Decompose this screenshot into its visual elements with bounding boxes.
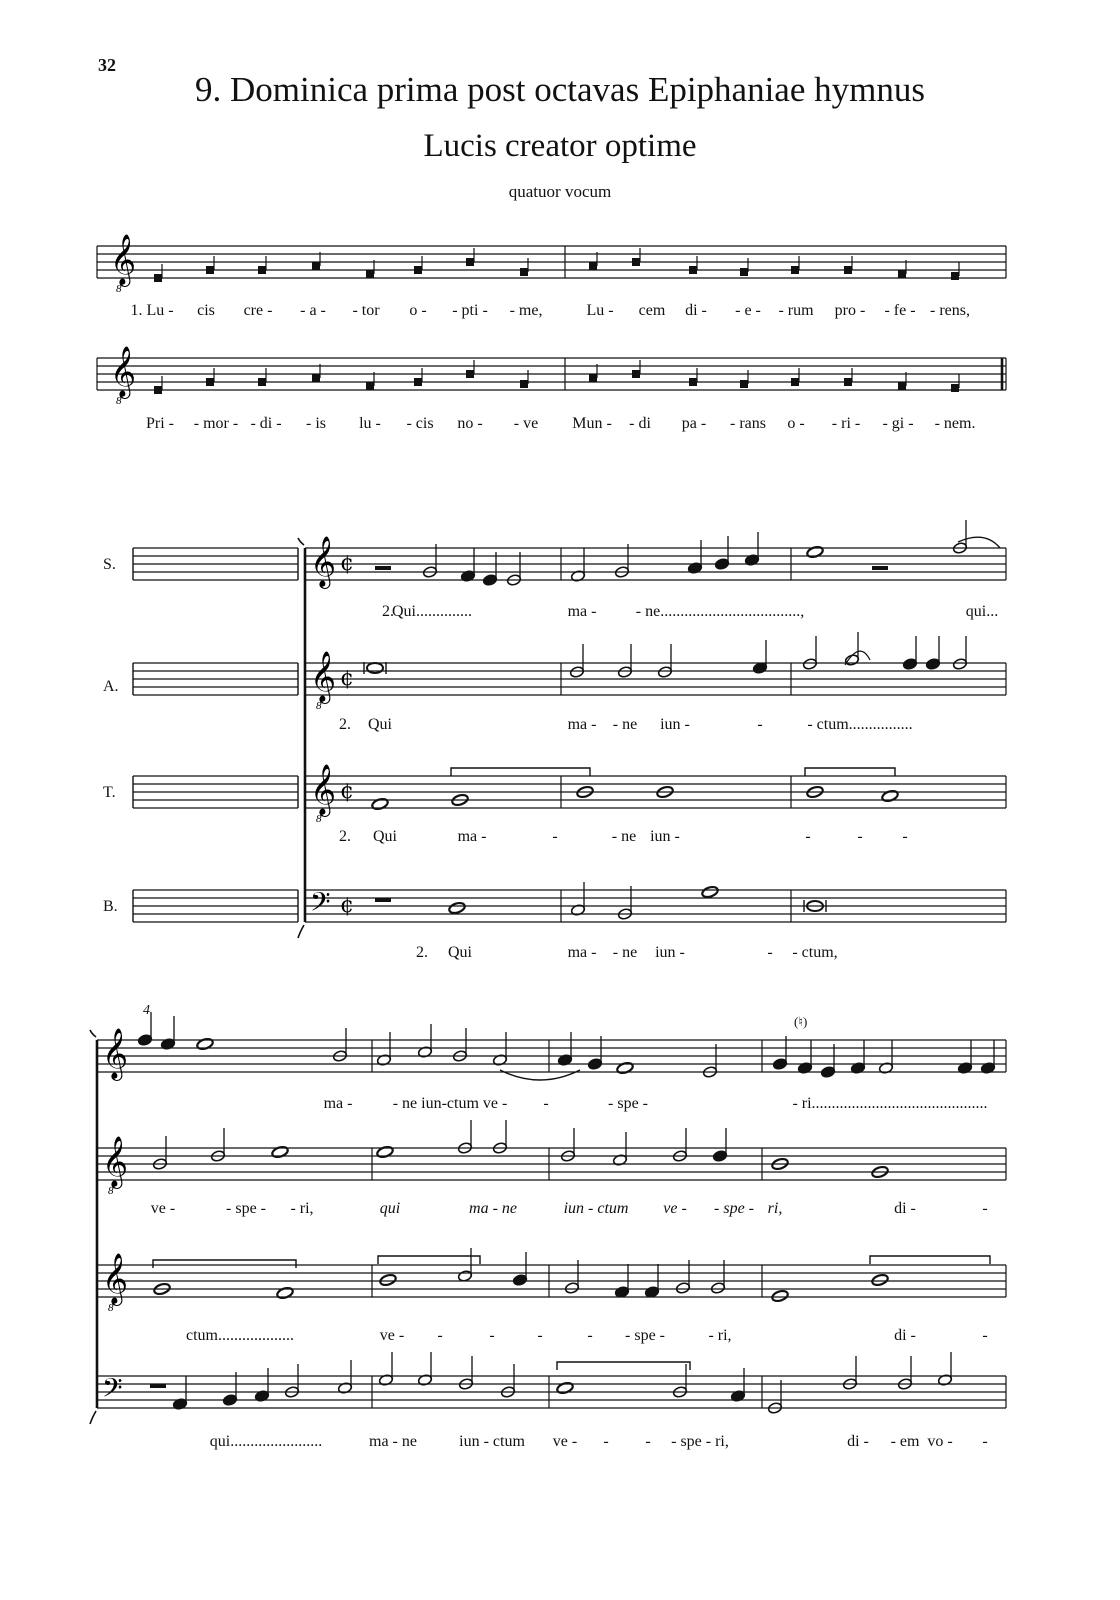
bass-lyric: - (603, 1433, 609, 1450)
treble-clef-icon: 𝄞 (110, 346, 137, 397)
chant-note (312, 262, 320, 270)
chant-lyric: pa - (681, 415, 707, 432)
chant-lyric: - rans (730, 415, 766, 432)
chant-note (366, 270, 374, 278)
tenor-lyric: iun - (650, 828, 680, 845)
bracket-hook (298, 538, 304, 545)
alto-lyric: ma - (567, 716, 597, 733)
tenor-lyric: ve - (379, 1327, 405, 1344)
chant-note (740, 268, 748, 276)
quarter-note (712, 1150, 727, 1163)
soprano-lyric: 2. (382, 603, 394, 620)
page-number: 32 (98, 55, 116, 75)
soprano-lyric: Qui.............. (392, 603, 472, 620)
chant-lyric: - me, (509, 302, 543, 319)
chant-note (466, 370, 474, 378)
half-note (952, 658, 967, 671)
chant-lyric: - mor - (193, 415, 239, 432)
tenor-lyric: - (805, 828, 811, 845)
treble-clef-icon: 𝄞 (102, 1028, 129, 1079)
quarter-note (587, 1058, 602, 1071)
alto-lyric: iun - (660, 716, 690, 733)
alto-lyric: - spe - (714, 1200, 754, 1217)
cut-time-icon: ¢ (340, 779, 354, 804)
chant-note (689, 266, 697, 274)
tie (958, 537, 1000, 548)
chant-lyric: - is (306, 415, 326, 432)
ligature-bracket (557, 1362, 690, 1370)
chant-lyric: Pri - (146, 415, 174, 432)
octave-mark: 8 (116, 395, 122, 407)
chant-lyric: pro - (834, 302, 866, 319)
voice-label-alto: A. (103, 678, 119, 695)
bass-lyric: vo - (927, 1433, 953, 1450)
alto-lyric: - ne (612, 716, 638, 733)
chant-note (414, 266, 422, 274)
bracket-hook (90, 1030, 96, 1037)
chant-lyric: Lu - (586, 302, 614, 319)
chant-note (740, 380, 748, 388)
half-rest (375, 898, 391, 902)
voice-label-bass: B. (103, 898, 118, 915)
whole-note (881, 789, 899, 803)
chant-lyric: - ri - (831, 415, 861, 432)
alto-lyric: Qui (368, 716, 392, 733)
tenor-lyric: ma - (457, 828, 487, 845)
alto-lyric: ve - (150, 1200, 176, 1217)
chant-lyric: - rens, (930, 302, 970, 319)
tenor-lyric: - (982, 1327, 988, 1344)
chant-note (791, 266, 799, 274)
quarter-note (222, 1394, 237, 1407)
treble-clef-icon: 𝄞 (110, 234, 137, 285)
chant-lyric: lu - (359, 415, 381, 432)
bass-lyric: - ne (612, 944, 638, 961)
bass-lyric: - em (890, 1433, 920, 1450)
whole-note (379, 1273, 397, 1287)
alto-lyric: - (757, 716, 763, 733)
cut-time-icon: ¢ (340, 893, 354, 918)
half-note (617, 666, 632, 679)
cut-time-icon: ¢ (340, 666, 354, 691)
whole-note (271, 1145, 289, 1159)
tenor-lyric: - (902, 828, 908, 845)
half-note (569, 666, 584, 679)
chant-note (366, 382, 374, 390)
chant-lyric: - nem. (934, 415, 976, 432)
chant-note (466, 258, 474, 266)
hymn-subtitle: Lucis creator optime (423, 128, 697, 164)
tenor-lyric: - (857, 828, 863, 845)
tenor-lyric: - ri, (708, 1327, 732, 1344)
chant-note (520, 380, 528, 388)
whole-note (556, 1381, 574, 1395)
half-note (675, 1282, 690, 1295)
alto-lyric: 2. (339, 716, 351, 733)
alto-lyric: ri, (767, 1200, 783, 1217)
half-rest (150, 1384, 166, 1388)
bass-lyric: - (982, 1433, 988, 1450)
bass-lyric: ma - (567, 944, 597, 961)
chant-note (520, 268, 528, 276)
ligature-bracket (870, 1256, 990, 1264)
bass-lyric: Qui (448, 944, 472, 961)
bass-clef-icon: 𝄢 (102, 1372, 123, 1410)
octave-mark: 8 (316, 813, 322, 825)
chant-lyric: 1. Lu - (130, 302, 174, 319)
voice-label-soprano: S. (103, 556, 116, 573)
chant-note (951, 384, 959, 392)
quarter-note (714, 558, 729, 571)
alto-lyric: iun - ctum (563, 1200, 629, 1217)
bass-lyric: 2. (416, 944, 428, 961)
chant-lyric: - rum (778, 302, 814, 319)
quarter-note (137, 1034, 152, 1047)
chant-note (844, 378, 852, 386)
bass-lyric: di - (847, 1433, 869, 1450)
soprano-lyric: - ne..................................., (635, 603, 805, 620)
octave-mark: 8 (316, 700, 322, 712)
quarter-note (902, 658, 917, 671)
treble-clef-icon: 𝄞 (310, 764, 337, 815)
chant-lyric: - cis (406, 415, 434, 432)
chant-note (154, 274, 162, 282)
tenor-lyric: - ne (611, 828, 637, 845)
chant-note (632, 370, 640, 378)
whole-note (371, 797, 389, 811)
editorial-natural-mark: (♮) (794, 1014, 808, 1029)
bass-lyric: qui....................... (209, 1433, 323, 1450)
alto-lyric: - ctum................ (807, 716, 913, 733)
alto-lyric: - ri, (290, 1200, 314, 1217)
bracket-hook (90, 1411, 96, 1424)
chant-note (258, 378, 266, 386)
half-note (710, 1282, 725, 1295)
chant-note (898, 270, 906, 278)
alto-lyric: ve - (663, 1200, 687, 1217)
hymn-title: 9. Dominica prima post octavas Epiphaniae hymnus (195, 70, 925, 109)
voices-note: quatuor vocum (508, 182, 612, 201)
soprano-lyric: qui... (965, 603, 999, 620)
whole-note (806, 545, 824, 559)
bass-lyric: - (767, 944, 773, 961)
ligature-bracket (153, 1260, 296, 1268)
quarter-note (512, 1274, 527, 1287)
bracket-hook (298, 925, 304, 938)
quarter-note (925, 658, 940, 671)
tenor-lyric: - (489, 1327, 495, 1344)
chant-note (206, 266, 214, 274)
tenor-lyric: - (552, 828, 558, 845)
octave-mark: 8 (108, 1302, 114, 1314)
alto-lyric: di - (894, 1200, 916, 1217)
whole-note (771, 1289, 789, 1303)
bass-lyric: - (645, 1433, 651, 1450)
quarter-note (772, 1058, 787, 1071)
whole-note (448, 901, 466, 915)
half-note (564, 1282, 579, 1295)
alto-lyric: - spe - (226, 1200, 266, 1217)
chant-lyric: - a - (300, 302, 326, 319)
chant-lyric: cis (197, 302, 215, 319)
whole-note (196, 1037, 214, 1051)
bass-lyric: ma - ne (369, 1433, 417, 1450)
tenor-lyric: - (587, 1327, 593, 1344)
whole-note (376, 1145, 394, 1159)
whole-note (701, 885, 719, 899)
chant-note (258, 266, 266, 274)
bass-lyric: iun - (655, 944, 685, 961)
chant-note (632, 258, 640, 266)
whole-note (616, 1061, 634, 1075)
tenor-lyric: - (537, 1327, 543, 1344)
ligature-bracket (378, 1256, 480, 1264)
half-rest (872, 566, 888, 570)
half-rest (375, 566, 391, 570)
treble-clef-icon: 𝄞 (102, 1136, 129, 1187)
chant-lyric: - gi - (882, 415, 914, 432)
chant-lyric: cem (638, 302, 666, 319)
voice-label-tenor: T. (103, 784, 116, 801)
chant-note (206, 378, 214, 386)
measure-number: 4 (143, 1003, 150, 1018)
chant-lyric: - e - (735, 302, 761, 319)
tenor-lyric: Qui (373, 828, 397, 845)
chant-lyric: - ve (513, 415, 539, 432)
chant-lyric: - pti - (452, 302, 488, 319)
chant-note (589, 374, 597, 382)
chant-note (312, 374, 320, 382)
chant-lyric: di - (685, 302, 707, 319)
half-note (657, 666, 672, 679)
bass-lyric: ve - (552, 1433, 578, 1450)
tenor-lyric: - spe - (625, 1327, 665, 1344)
chant-lyric: - di (629, 415, 651, 432)
chant-lyric: - tor (352, 302, 380, 319)
bass-clef-icon: 𝄢 (310, 886, 331, 924)
treble-clef-icon: 𝄞 (310, 536, 337, 587)
quarter-note (482, 574, 497, 587)
chant-note (791, 378, 799, 386)
whole-note (276, 1286, 294, 1300)
tenor-lyric: ctum................... (186, 1327, 294, 1344)
soprano-lyric: ma - (567, 603, 597, 620)
chant-lyric: o - (409, 302, 427, 319)
ligature-bracket (805, 768, 895, 776)
chant-lyric: - fe - (884, 302, 916, 319)
tenor-lyric: di - (894, 1327, 916, 1344)
ligature-bracket (451, 768, 590, 776)
bass-lyric: iun - ctum (459, 1433, 525, 1450)
chant-note (689, 378, 697, 386)
chant-note (589, 262, 597, 270)
alto-lyric: qui (379, 1200, 401, 1217)
treble-clef-icon: 𝄞 (310, 651, 337, 702)
alto-lyric: - (982, 1200, 988, 1217)
chant-lyric: - di - (250, 415, 282, 432)
soprano-lyric: - ri............................................ (792, 1095, 988, 1112)
chant-lyric: o - (787, 415, 805, 432)
chant-note (951, 272, 959, 280)
cut-time-icon: ¢ (340, 551, 354, 576)
soprano-lyric: - (543, 1095, 549, 1112)
chant-note (414, 378, 422, 386)
soprano-lyric: - ne iun-ctum ve - (392, 1095, 508, 1112)
chant-lyric: cre - (243, 302, 273, 319)
tenor-lyric: - (437, 1327, 443, 1344)
soprano-lyric: ma - (323, 1095, 353, 1112)
octave-mark: 8 (116, 283, 122, 295)
quarter-note (820, 1066, 835, 1079)
bass-lyric: - spe - ri, (671, 1433, 729, 1450)
chant-note (844, 266, 852, 274)
chant-note (898, 382, 906, 390)
bass-lyric: - ctum, (792, 944, 838, 961)
chant-lyric: no - (457, 415, 483, 432)
chant-lyric: Mun - (572, 415, 612, 432)
whole-note (871, 1273, 889, 1287)
tenor-lyric: 2. (339, 828, 351, 845)
half-note (802, 658, 817, 671)
soprano-lyric: - spe - (608, 1095, 648, 1112)
alto-lyric: ma - ne (469, 1200, 517, 1217)
chant-note (154, 386, 162, 394)
octave-mark: 8 (108, 1185, 114, 1197)
treble-clef-icon: 𝄞 (102, 1253, 129, 1304)
